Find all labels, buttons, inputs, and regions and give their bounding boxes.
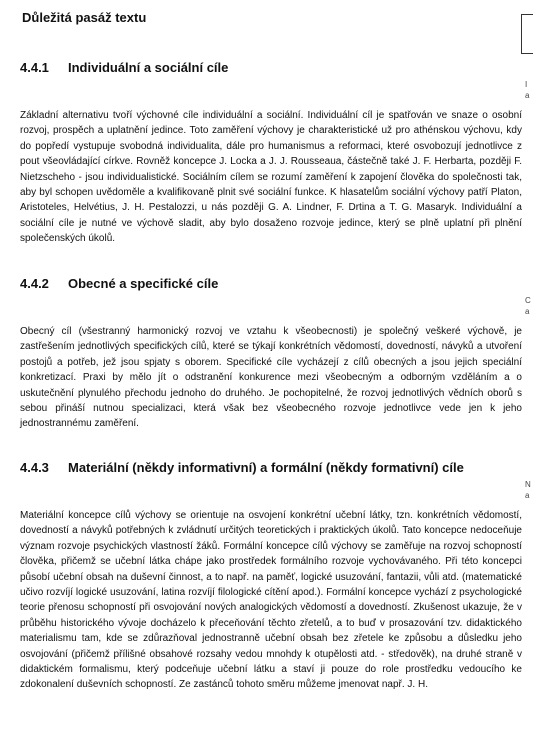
section-title: Materiální (někdy informativní) a formální (někdy formativní) cíle <box>68 460 464 475</box>
document-title: Důležitá pasáž textu <box>22 10 147 25</box>
margin-box <box>521 14 533 54</box>
section-heading-4-4-1 <box>20 60 228 75</box>
margin-mark: a <box>525 91 530 100</box>
section-paragraph-4-4-1: Základní alternativu tvoří výchovné cíle individuální a sociální. Individuální cíl je spatřován ve snaze o osobní rozvoj, prospěch a uplatnění jedince. Toto zaměření výchovy je charakteristické už pro athénskou výchovu, kdy do popředí vystupuje svobodná individualita, dále pro humanismus a reformaci, které osvobozují jednotlivce z pout všeovládající církve. Rovněž koncepce J. Locka a J. J. Rousseaua, částečně také J. F. Herbarta, později F. Nietzscheho - jsou individualistické. Sociálním cílem se rozumí zaměření k zapojení člověka do společnosti tak, aby byl schopen uvědoměle a kvalifikovaně plnit své sociální funkce. K hlasatelům sociální výchovy patří Platon, Aristoteles, Helvétius, J. H. Pestalozzi, u nás později G. A. Lindner, F. Drtina a T. G. Masaryk. Individuální a sociální cíle je nutné ve výchově sladit, aby bylo dosaženo rozvoje jedince, který se plně uplatní při plnění společenských úkolů. <box>20 110 522 245</box>
section-heading-4-4-2 <box>20 276 218 291</box>
section-title: Obecné a specifické cíle <box>68 276 219 291</box>
margin-mark: a <box>525 491 530 500</box>
margin-mark: N <box>525 480 531 489</box>
margin-mark: C <box>525 296 531 305</box>
section-paragraph-4-4-2: Obecný cíl (všestranný harmonický rozvoj ve vztahu k všeobecnosti) je společný veškeré výchově, je zastřešením jednotlivých specifických cílů, které se týkají konkrétních vědomostí, dovedností, návyků a utvoření postojů a potřeb, jež jsou spjaty s oborem. Specifické cíle vycházejí z cílů obecných a jsou jejich speciální konkretizací. Praxi by mělo jít o odstranění konkurence mezi všeobecným a odborným vzděláním a o uskutečnění plynulého přechodu jednoho do druhého. Je pochopitelné, že rozvoj jednotlivých vědních oborů s sebou přináší nutnou specializaci, která však bez všeobecného rozvoje jednotlivce vede jen k jeho jednostrannému zaměření. <box>20 326 522 430</box>
section-number: 4.4.1 <box>20 60 49 75</box>
section-heading-4-4-3 <box>20 460 464 475</box>
section-number: 4.4.2 <box>20 276 49 291</box>
margin-mark: I <box>525 80 528 89</box>
section-title: Individuální a sociální cíle <box>68 60 229 75</box>
section-paragraph-4-4-3: Materiální koncepce cílů výchovy se orientuje na osvojení konkrétní učební látky, tzn. konkrétních vědomostí, dovedností a návyků potřebných k zvládnutí určitých teoretických i praktických úkolů. Tato koncepce nedoceňuje význam rozvoje psychických vlastností žáků. Formální koncepce cílů výchovy se zaměřuje na rozvoj schopností člověka, přičemž se učební látka chápe jako prostředek formálního rozvoje vychovávaného. Při této koncepci působí učební obsah na duševní činnost, a to např. na paměť, logické usuzování, fantazii, vůli atd. (matematické učivo rozvíjí logické usuzování, latina rozvíjí filologické cítění apod.). Formální koncepce vychází z psychologické teorie přenosu schopností při osvojování nových analogických vědomostí a dovedností. Zkušenost ukazuje, že v průběhu historického vývoje docházelo k přeceňování těchto zřetelů, a to buď v prosazování tzv. didaktického materialismu tam, kde se zdůrazňoval jednostranně učební obsah bez zřetele ke způsobu a důsledku jeho osvojování (přičemž přílišné obsahové rozsahy vedou mnohdy k otupělosti atd. - středověk), na druhé straně v didaktickém formalismu, který podceňuje učební látku a staví ji pouze do role prostředku vedoucího ke zdokonalení duševních schopností. Ze zastánců tohoto směru můžeme jmenovat např. J. H. <box>20 510 522 691</box>
margin-mark: a <box>525 307 530 316</box>
section-number: 4.4.3 <box>20 460 49 475</box>
